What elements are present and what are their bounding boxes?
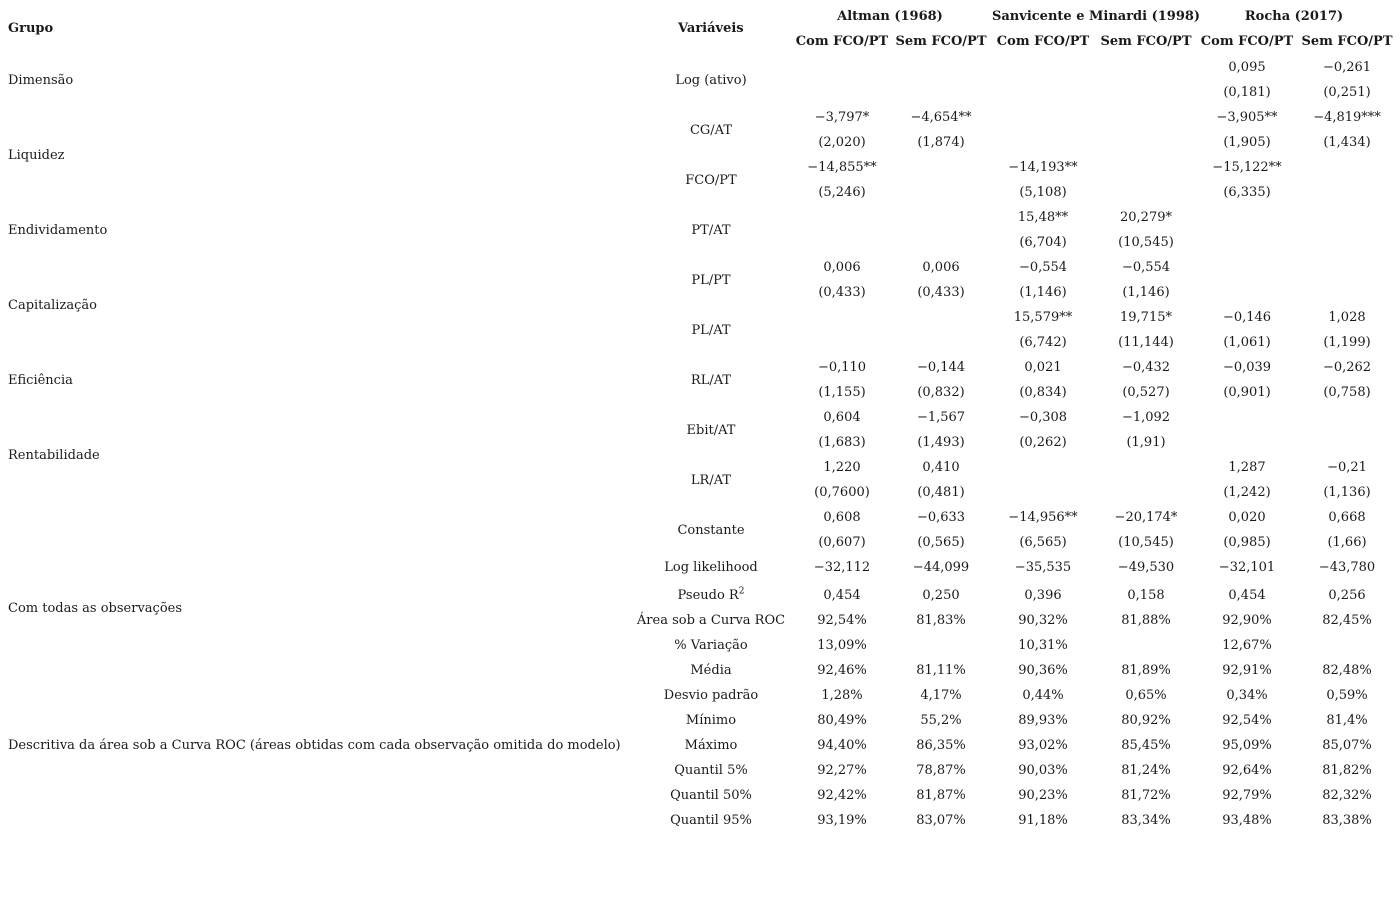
variable-label: LR/AT (690, 472, 732, 488)
stat-value: 89,93% (1018, 713, 1068, 728)
group-label: Liquidez (8, 147, 65, 163)
std-error-value: (6,742) (1019, 335, 1067, 350)
std-error-value: (0,834) (1019, 385, 1067, 400)
std-error-value: (0,832) (917, 385, 965, 400)
std-error-value: (1,242) (1223, 485, 1271, 500)
std-error-value: (1,146) (1122, 285, 1170, 300)
stat-value: 92,64% (1222, 763, 1272, 778)
header-study-sanvicente: Sanvicente e Minardi (1998) (992, 9, 1201, 24)
coef-value: 1,220 (823, 460, 861, 475)
stat-value: 0,44% (1022, 688, 1064, 703)
stat-value: 0,59% (1326, 688, 1368, 703)
stat-value: 78,87% (916, 763, 966, 778)
stat-value: 0,256 (1328, 588, 1366, 603)
stat-label (621, 713, 801, 729)
stat-value: 92,54% (1222, 713, 1272, 728)
stat-value: 92,42% (817, 788, 867, 803)
group-label: Com todas as observações (8, 600, 183, 616)
std-error-value: (1,905) (1223, 135, 1271, 150)
variable-label: CG/AT (689, 122, 733, 138)
coef-value: 15,48** (1017, 210, 1069, 225)
coef-value: −3,905** (1216, 110, 1278, 125)
std-error-value: (0,433) (917, 285, 965, 300)
stat-label (621, 788, 801, 804)
stat-value: 90,23% (1018, 788, 1068, 803)
coef-value: −0,261 (1322, 60, 1372, 75)
coef-value: 15,579** (1013, 310, 1073, 325)
coef-value: 0,608 (823, 510, 861, 525)
std-error-value: (0,607) (818, 535, 866, 550)
coef-value: 1,287 (1228, 460, 1266, 475)
std-error-value: (10,545) (1118, 535, 1174, 550)
coef-value: −0,146 (1222, 310, 1272, 325)
stat-label (621, 638, 801, 654)
std-error-value: (5,108) (1019, 185, 1067, 200)
stat-value: 0,396 (1024, 588, 1062, 603)
coef-value: −0,110 (817, 360, 867, 375)
coef-value: 0,006 (823, 260, 861, 275)
stat-value: 93,02% (1018, 738, 1068, 753)
coef-value: 0,410 (922, 460, 960, 475)
stat-value: 80,49% (817, 713, 867, 728)
std-error-value: (1,874) (917, 135, 965, 150)
group-label: Eficiência (8, 372, 73, 388)
group-label: Capitalização (8, 297, 97, 313)
stat-value: 81,72% (1121, 788, 1171, 803)
stat-label (621, 763, 801, 779)
coef-value: −14,956** (1008, 510, 1078, 525)
stat-label-text: Mínimo (685, 713, 737, 728)
stat-label-text: Quantil 50% (670, 788, 752, 803)
stat-value: 81,87% (916, 788, 966, 803)
coef-value: −0,308 (1018, 410, 1068, 425)
variable-label: PL/AT (691, 322, 731, 338)
stat-value: 86,35% (916, 738, 966, 753)
std-error-value: (0,262) (1019, 435, 1067, 450)
stat-value: 82,48% (1322, 663, 1372, 678)
stat-label-text: % Variação (674, 638, 748, 653)
subcol-header: Sem FCO/PT (1301, 34, 1393, 49)
coef-value: −0,432 (1121, 360, 1171, 375)
std-error-value: (6,704) (1019, 235, 1067, 250)
stat-label-text: Máximo (684, 738, 738, 753)
stat-value: 4,17% (920, 688, 962, 703)
stat-label-text: Log likelihood (664, 560, 758, 575)
subcol-header: Sem FCO/PT (1100, 34, 1192, 49)
header-variaveis: Variáveis (678, 21, 744, 36)
stat-value: 83,38% (1322, 813, 1372, 828)
group-label: Rentabilidade (8, 447, 100, 463)
stat-value: −44,099 (912, 560, 970, 575)
subcol-header: Com FCO/PT (996, 34, 1090, 49)
stat-value: 93,19% (817, 813, 867, 828)
std-error-value: (0,251) (1323, 85, 1371, 100)
coef-value: −1,567 (916, 410, 966, 425)
std-error-value: (0,758) (1323, 385, 1371, 400)
group-label: Endividamento (8, 222, 108, 238)
stat-value: 95,09% (1222, 738, 1272, 753)
std-error-value: (10,545) (1118, 235, 1174, 250)
std-error-value: (0,181) (1223, 85, 1271, 100)
stat-label (621, 560, 801, 576)
header-study-rocha: Rocha (2017) (1244, 9, 1344, 24)
coef-value: −4,819*** (1313, 110, 1381, 125)
superscript: 2 (738, 586, 745, 597)
stat-value: 81,82% (1322, 763, 1372, 778)
stat-value: 92,91% (1222, 663, 1272, 678)
coef-value: −0,554 (1018, 260, 1068, 275)
variable-label: Constante (677, 522, 745, 538)
coef-value: 19,715* (1120, 310, 1172, 325)
stat-value: 82,45% (1322, 613, 1372, 628)
coef-value: 1,028 (1328, 310, 1366, 325)
stat-value: 13,09% (817, 638, 867, 653)
stat-value: 81,24% (1121, 763, 1171, 778)
stat-value: 81,88% (1121, 613, 1171, 628)
variable-label: PT/AT (691, 222, 731, 238)
coef-value: 20,279* (1120, 210, 1172, 225)
stat-value: −49,530 (1117, 560, 1175, 575)
stat-label-text: Área sob a Curva ROC (636, 613, 786, 628)
stat-value: 81,11% (916, 663, 966, 678)
stat-value: 90,03% (1018, 763, 1068, 778)
coef-value: −20,174* (1114, 510, 1178, 525)
stat-value: 0,65% (1125, 688, 1167, 703)
stat-label (621, 588, 801, 604)
stat-value: 93,48% (1222, 813, 1272, 828)
stat-value: 85,07% (1322, 738, 1372, 753)
stat-value: 85,45% (1121, 738, 1171, 753)
std-error-value: (0,565) (917, 535, 965, 550)
stat-value: 0,34% (1226, 688, 1268, 703)
std-error-value: (1,155) (818, 385, 866, 400)
coef-value: 0,006 (922, 260, 960, 275)
stat-value: 83,07% (916, 813, 966, 828)
stat-value: 90,36% (1018, 663, 1068, 678)
coef-value: 0,021 (1024, 360, 1062, 375)
stat-value: 83,34% (1121, 813, 1171, 828)
std-error-value: (1,136) (1323, 485, 1371, 500)
stat-label-text: Pseudo R (677, 588, 739, 603)
header-study-altman: Altman (1968) (837, 9, 943, 24)
variable-label: Ebit/AT (686, 422, 736, 438)
std-error-value: (0,527) (1122, 385, 1170, 400)
std-error-value: (0,481) (917, 485, 965, 500)
std-error-value: (1,434) (1323, 135, 1371, 150)
stat-value: 10,31% (1018, 638, 1068, 653)
coef-value: −0,633 (916, 510, 966, 525)
stat-value: 90,32% (1018, 613, 1068, 628)
subcol-header: Com FCO/PT (795, 34, 889, 49)
coef-value: −1,092 (1121, 410, 1171, 425)
std-error-value: (5,246) (818, 185, 866, 200)
std-error-value: (1,66) (1327, 535, 1367, 550)
coef-value: −14,855** (807, 160, 877, 175)
std-error-value: (0,985) (1223, 535, 1271, 550)
coef-value: 0,095 (1228, 60, 1266, 75)
variable-label: FCO/PT (685, 172, 737, 188)
stat-value: 55,2% (920, 713, 962, 728)
std-error-value: (0,901) (1223, 385, 1271, 400)
std-error-value: (6,335) (1223, 185, 1271, 200)
variable-label: RL/AT (690, 372, 732, 388)
coef-value: 0,020 (1228, 510, 1266, 525)
variable-label: PL/PT (691, 272, 731, 288)
stat-label (621, 613, 801, 629)
stat-value: 81,89% (1121, 663, 1171, 678)
coef-value: −0,262 (1322, 360, 1372, 375)
stat-value: 12,67% (1222, 638, 1272, 653)
std-error-value: (11,144) (1118, 335, 1174, 350)
header-grupo: Grupo (8, 21, 54, 36)
stat-label-text: Média (690, 663, 732, 678)
stat-label-text: Quantil 95% (670, 813, 752, 828)
stat-label-text: Quantil 5% (674, 763, 748, 778)
stat-value: 0,454 (1228, 588, 1266, 603)
stat-label (621, 663, 801, 679)
stat-value: −35,535 (1014, 560, 1072, 575)
coef-value: −0,21 (1327, 460, 1367, 475)
stat-value: 92,54% (817, 613, 867, 628)
coef-value: 0,668 (1328, 510, 1366, 525)
std-error-value: (0,7600) (814, 485, 870, 500)
group-label: Descritiva da área sob a Curva ROC (áreas obtidas com cada observação omitida do modelo) (8, 738, 621, 753)
coef-value: −15,122** (1212, 160, 1282, 175)
stat-value: −32,112 (813, 560, 871, 575)
coef-value: −0,039 (1222, 360, 1272, 375)
stat-value: 0,250 (922, 588, 960, 603)
variable-label: Log (ativo) (675, 72, 747, 88)
stat-value: 92,27% (817, 763, 867, 778)
coef-value: −0,554 (1121, 260, 1171, 275)
stat-value: 92,79% (1222, 788, 1272, 803)
stat-value: −43,780 (1318, 560, 1376, 575)
stat-value: 91,18% (1018, 813, 1068, 828)
std-error-value: (1,91) (1126, 435, 1166, 450)
stat-value: 81,4% (1326, 713, 1368, 728)
stat-value: 92,90% (1222, 613, 1272, 628)
subcol-header: Com FCO/PT (1200, 34, 1294, 49)
stat-value: 0,158 (1127, 588, 1165, 603)
stat-label (621, 813, 801, 829)
stat-value: 94,40% (817, 738, 867, 753)
std-error-value: (6,565) (1019, 535, 1067, 550)
stat-value: 1,28% (821, 688, 863, 703)
subcol-header: Sem FCO/PT (895, 34, 987, 49)
stat-value: 0,454 (823, 588, 861, 603)
coef-value: −0,144 (916, 360, 966, 375)
coef-value: −3,797* (814, 110, 870, 125)
coef-value: −14,193** (1008, 160, 1078, 175)
std-error-value: (1,146) (1019, 285, 1067, 300)
coef-value: 0,604 (823, 410, 861, 425)
stat-label (621, 738, 801, 754)
stat-value: 81,83% (916, 613, 966, 628)
std-error-value: (2,020) (818, 135, 866, 150)
std-error-value: (0,433) (818, 285, 866, 300)
std-error-value: (1,061) (1223, 335, 1271, 350)
coef-value: −4,654** (910, 110, 972, 125)
std-error-value: (1,199) (1323, 335, 1371, 350)
group-label: Dimensão (8, 72, 74, 88)
stat-value: −32,101 (1218, 560, 1276, 575)
stat-label-text: Desvio padrão (663, 688, 759, 703)
stat-value: 82,32% (1322, 788, 1372, 803)
stat-value: 92,46% (817, 663, 867, 678)
std-error-value: (1,493) (917, 435, 965, 450)
std-error-value: (1,683) (818, 435, 866, 450)
stat-label (621, 688, 801, 704)
stat-value: 80,92% (1121, 713, 1171, 728)
